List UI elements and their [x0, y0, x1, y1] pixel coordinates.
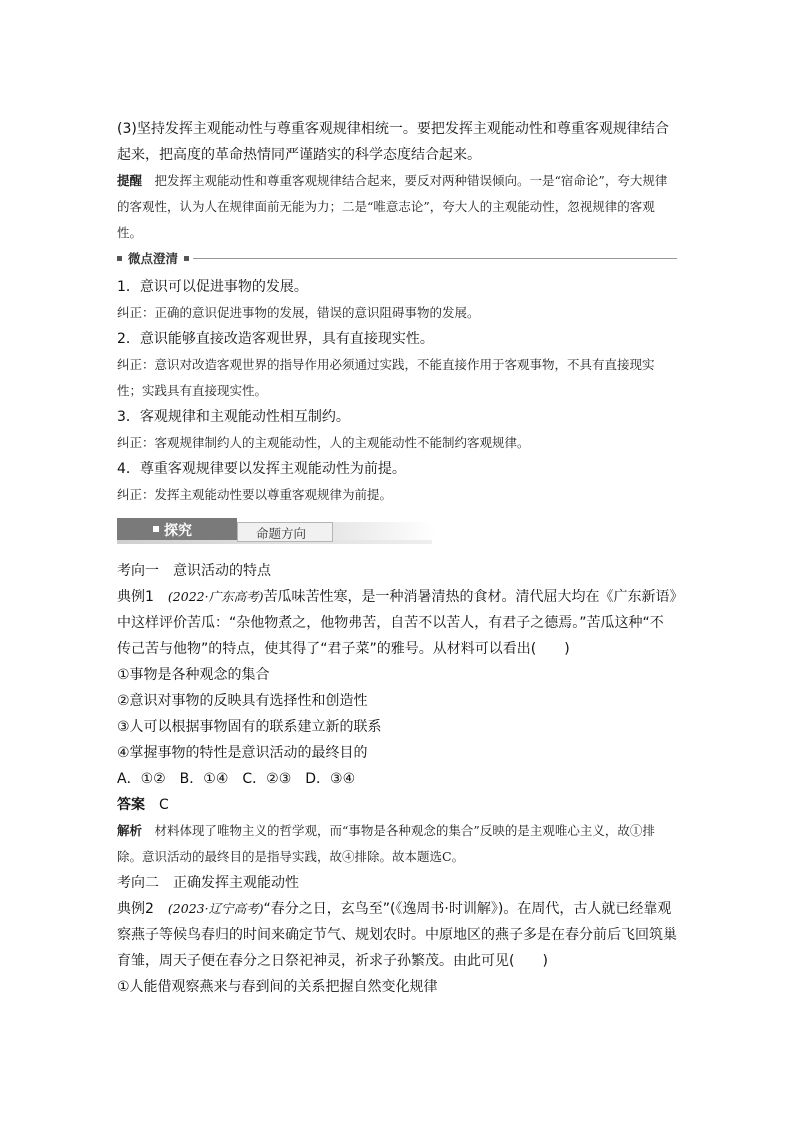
banner-explore-label: 探究 — [164, 523, 192, 539]
clarify-correction: 纠正：客观规律制约人的主观能动性，人的主观能动性不能制约客观规律。 — [117, 435, 530, 450]
reminder-text: 把发挥主观能动性和尊重客观规律结合起来，要反对两种错误倾向。一是“宿命论”，夸大规律的客观性，认为人在规律面前无能为力；二是“唯意志论”，夸大人的主观能动性，忽视规律的客观性。 — [117, 173, 668, 240]
clarify-section-header — [117, 250, 677, 266]
clarify-statement: 2．意识能够直接改造客观世界，具有直接现实性。 — [117, 331, 434, 347]
answer-value: C — [159, 797, 169, 813]
clarify-statement: 4．尊重客观规律要以发挥主观能动性为前提。 — [117, 461, 406, 477]
topic-2-title: 考向二 正确发挥主观能动性 — [117, 875, 299, 891]
banner-light-tab — [237, 522, 333, 542]
example-1-stem — [117, 584, 677, 662]
analysis-line — [117, 818, 677, 870]
reminder-note — [117, 168, 677, 246]
option-item: ④掌握事物的特性是意识活动的最终目的 — [117, 745, 368, 761]
option-item: ③人可以根据事物固有的联系建立新的联系 — [117, 719, 382, 735]
clarify-statement: 1．意识可以促进事物的发展。 — [117, 279, 308, 295]
option-item: ②意识对事物的反映具有选择性和创造性 — [117, 693, 368, 709]
clarify-heading: 微点澄清 — [128, 251, 179, 266]
clarify-correction: 纠正：意识对改造客观世界的指导作用必须通过实践，不能直接作用于客观事物，不具有直接现实性；实践具有直接现实性。 — [117, 357, 655, 398]
topic-1-title: 考向一 意识活动的特点 — [117, 563, 271, 579]
square-bullet-icon — [184, 256, 189, 261]
option-item: ①事物是各种观念的集合 — [117, 667, 270, 683]
section-divider — [193, 258, 677, 259]
reminder-label: 提醒 — [117, 173, 143, 188]
example-1-label: 典例1 — [117, 589, 154, 605]
analysis-label: 解析 — [117, 823, 143, 838]
analysis-text: 材料体现了唯物主义的哲学观，而“事物是各种观念的集合”反映的是主观唯心主义，故①排除。意识活动的最终目的是指导实践，故④排除。故本题选C。 — [117, 823, 655, 864]
answer-label: 答案 — [117, 797, 145, 813]
example-2-source: (2023·辽宁高考) — [167, 901, 264, 916]
answer-choices: A．①② B．①④ C．②③ D．③④ — [117, 771, 356, 787]
clarify-correction: 纠正：发挥主观能动性要以尊重客观规律为前提。 — [117, 487, 393, 502]
banner-dark-tab — [117, 518, 237, 540]
square-bullet-icon — [117, 256, 122, 261]
example-1-stem-text: 苦瓜味苦性寒，是一种消暑清热的食材。清代屈大均在《广东新语》中这样评价苦瓜：“杂他物煮之，他物弗苦，自苦不以苦人，有君子之德焉。”苦瓜这种“不传己苦与他物”的特点，使其得了“君子菜”的雅号。从材料可以看出( ) — [117, 589, 677, 657]
explore-banner — [117, 518, 437, 544]
example-2-stem-text: “春分之日，玄鸟至”(《逸周书·时训解》)。在周代，古人就已经靠观察燕子等候鸟春归的时间来确定节气、规划农时。中原地区的燕子多是在春分前后飞回筑巢育雏，周天子便在春分之日祭祀神灵，祈求子孙繁茂。由此可见( ) — [117, 901, 677, 969]
banner-direction-label: 命题方向 — [256, 526, 307, 541]
example-2-label: 典例2 — [117, 901, 154, 917]
clarify-correction: 纠正：正确的意识促进事物的发展，错误的意识阻碍事物的发展。 — [117, 305, 480, 320]
point-3-text: (3)坚持发挥主观能动性与尊重客观规律相统一。要把发挥主观能动性和尊重客观规律结合起来，把高度的革命热情同严谨踏实的科学态度结合起来。 — [117, 121, 669, 163]
square-bullet-icon — [153, 526, 159, 532]
clarify-statement: 3．客观规律和主观能动性相互制约。 — [117, 409, 350, 425]
answer-line — [117, 792, 677, 818]
option-item: ①人能借观察燕来与春到间的关系把握自然变化规律 — [117, 979, 438, 995]
example-2-stem — [117, 896, 677, 974]
example-1-source: (2022·广东高考) — [167, 589, 264, 604]
document-page — [117, 116, 677, 1000]
